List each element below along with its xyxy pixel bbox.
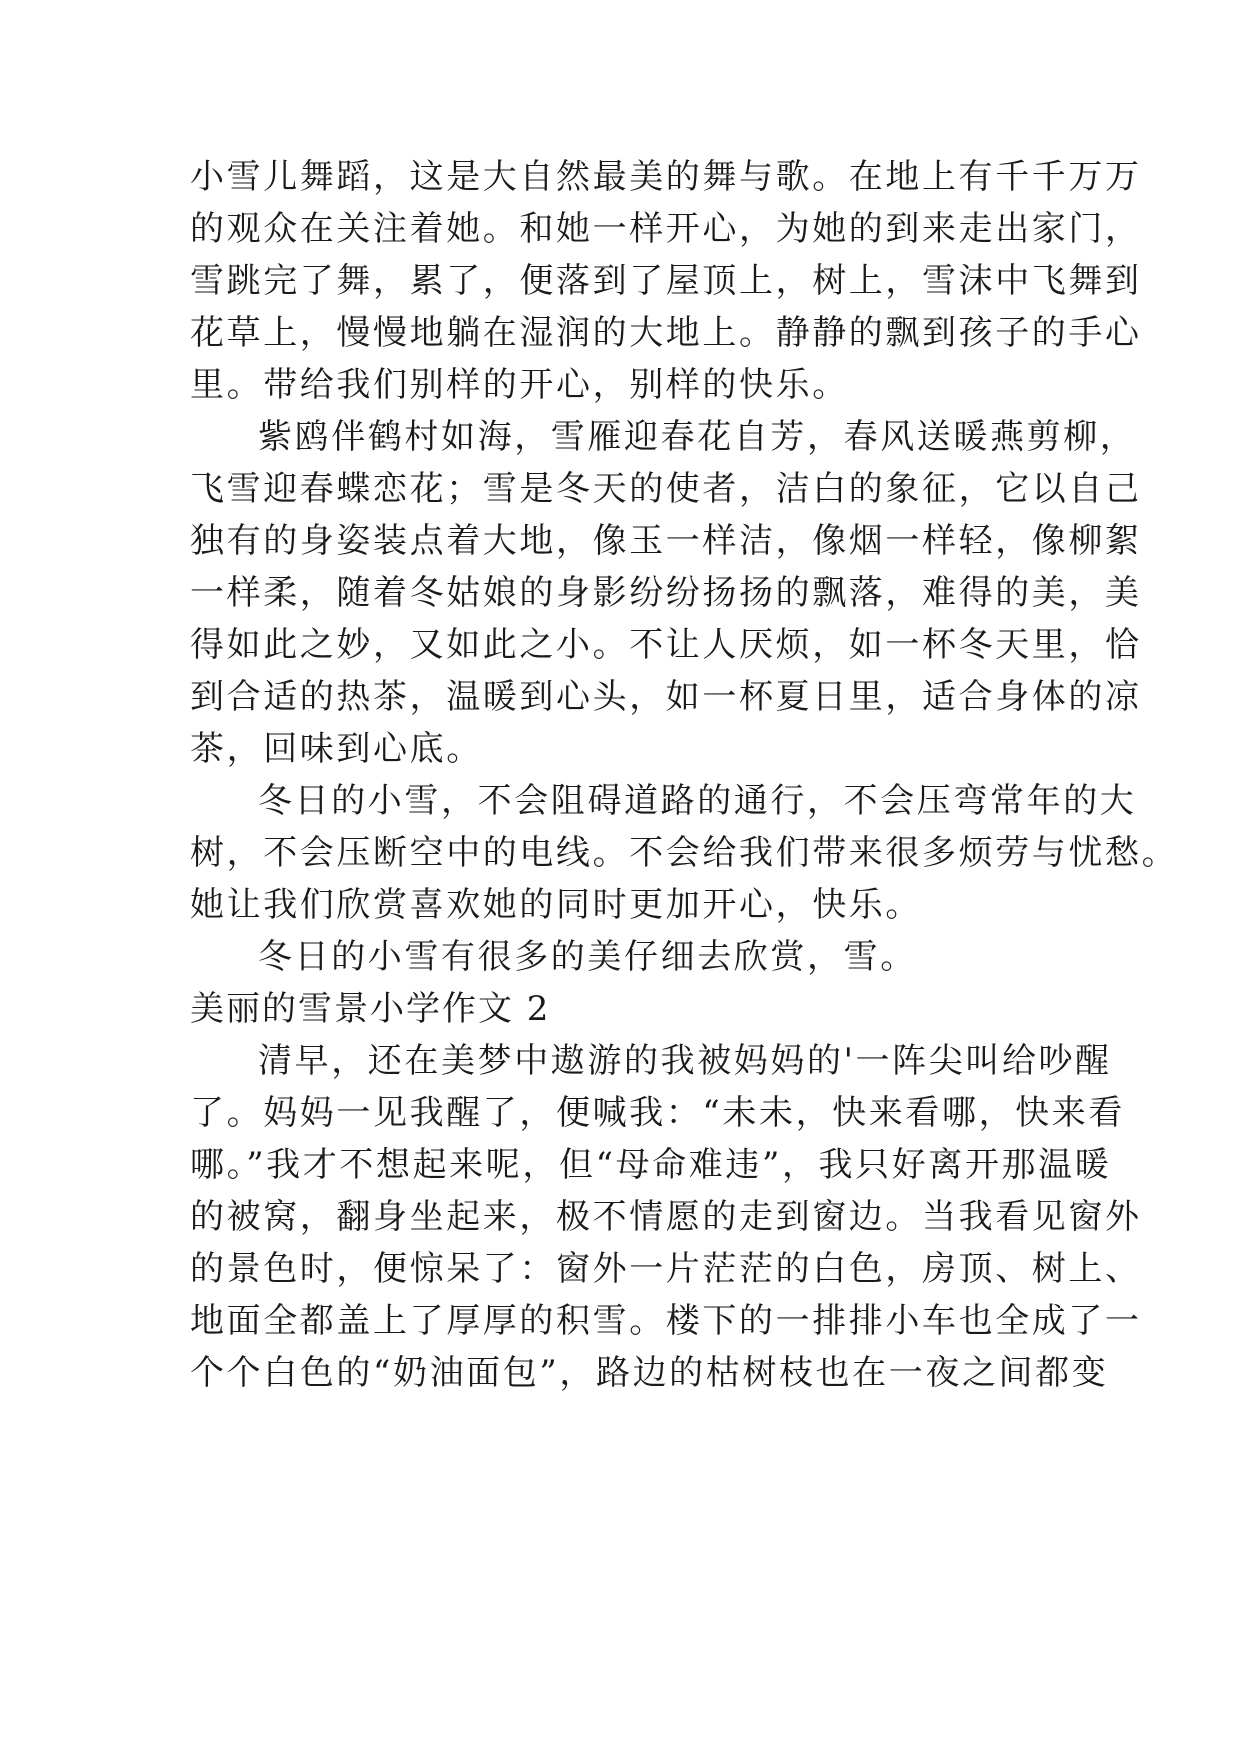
- text-line: 茶，回味到心底。: [190, 729, 483, 769]
- text-line: 小雪儿舞蹈，这是大自然最美的舞与歌。在地上有千千万万: [190, 157, 1142, 197]
- text-line: 哪。”我才不想起来呢，但“母命难违”，我只好离开那温暖: [190, 1145, 1112, 1185]
- text-line: 个个白色的“奶油面包”，路边的枯树枝也在一夜之间都变: [190, 1353, 1109, 1393]
- text-line: 树，不会压断空中的电线。不会给我们带来很多烦劳与忧愁。: [190, 833, 1179, 873]
- text-line: 到合适的热茶，温暖到心头，如一杯夏日里，适合身体的凉: [190, 677, 1142, 717]
- text-line: 的观众在关注着她。和她一样开心，为她的到来走出家门，: [190, 209, 1142, 249]
- text-line: 紫鸥伴鹤村如海，雪雁迎春花自芳，春风送暖燕剪柳，: [258, 417, 1137, 457]
- text-line: 雪跳完了舞，累了，便落到了屋顶上，树上，雪沫中飞舞到: [190, 261, 1142, 301]
- text-line: 地面全都盖上了厚厚的积雪。楼下的一排排小车也全成了一: [190, 1301, 1142, 1341]
- text-line: 她让我们欣赏喜欢她的同时更加开心，快乐。: [190, 885, 922, 925]
- text-line: 飞雪迎春蝶恋花；雪是冬天的使者，洁白的象征，它以自己: [190, 469, 1142, 509]
- section-heading: 美丽的雪景小学作文 2: [190, 989, 551, 1029]
- text-line: 冬日的小雪有很多的美仔细去欣赏，雪。: [258, 937, 917, 977]
- text-line: 一样柔，随着冬姑娘的身影纷纷扬扬的飘落，难得的美，美: [190, 573, 1142, 613]
- text-line: 了。妈妈一见我醒了，便喊我：“未未，快来看哪，快来看: [190, 1093, 1125, 1133]
- text-line: 花草上，慢慢地躺在湿润的大地上。静静的飘到孩子的手心: [190, 313, 1142, 353]
- text-line: 独有的身姿装点着大地，像玉一样洁，像烟一样轻，像柳絮: [190, 521, 1142, 561]
- text-line: 清早，还在美梦中遨游的我被妈妈的'一阵尖叫给吵醒: [258, 1041, 1112, 1081]
- text-line: 的景色时，便惊呆了：窗外一片茫茫的白色，房顶、树上、: [190, 1249, 1142, 1289]
- text-line: 里。带给我们别样的开心，别样的快乐。: [190, 365, 849, 405]
- text-line: 得如此之妙，又如此之小。不让人厌烦，如一杯冬天里，恰: [190, 625, 1142, 665]
- text-line: 的被窝，翻身坐起来，极不情愿的走到窗边。当我看见窗外: [190, 1197, 1142, 1237]
- text-line: 冬日的小雪，不会阻碍道路的通行，不会压弯常年的大: [258, 781, 1137, 821]
